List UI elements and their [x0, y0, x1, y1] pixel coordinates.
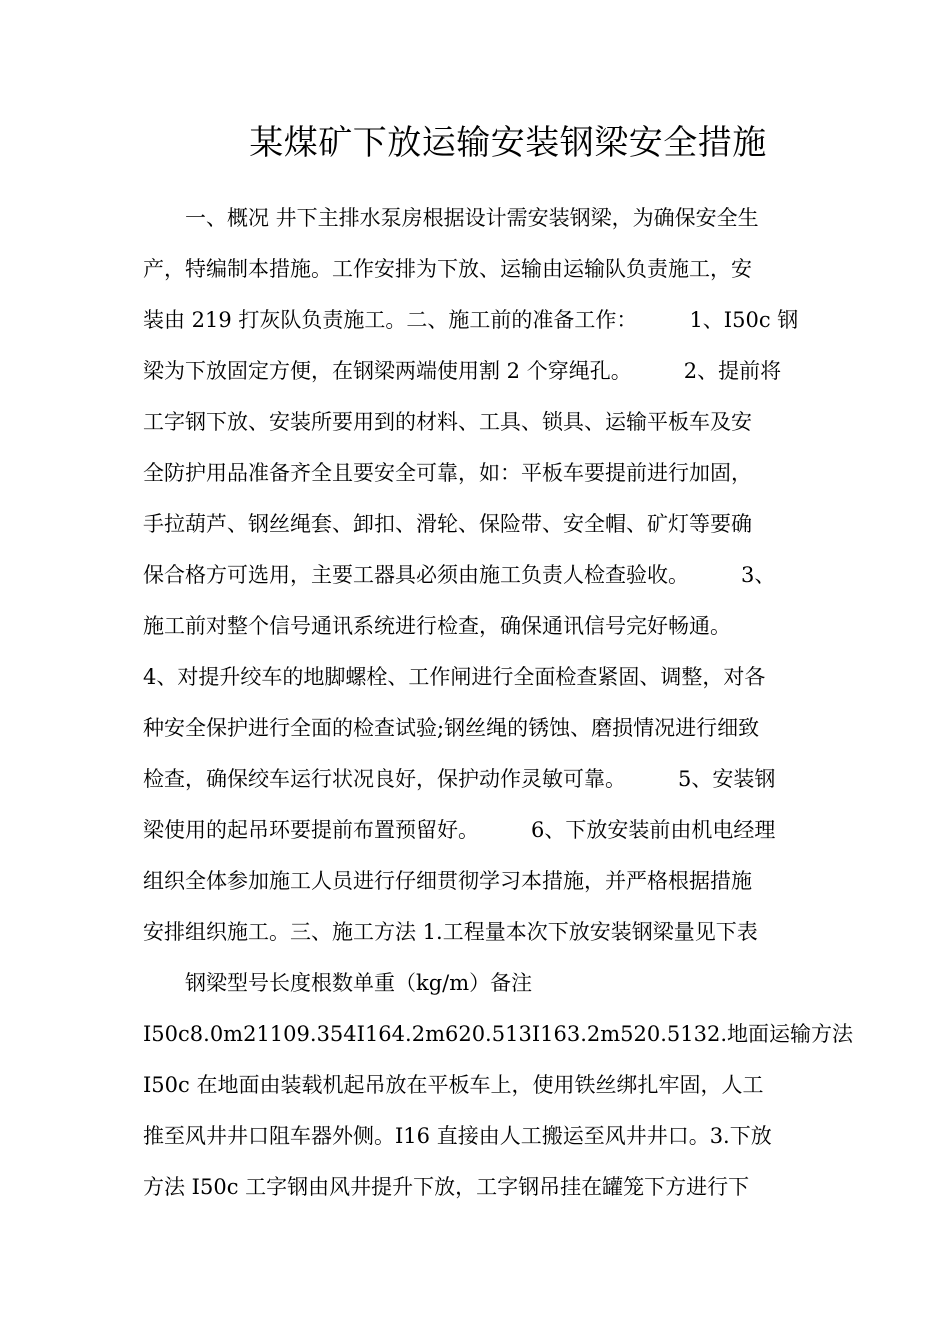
line-text: I50c8.0m21109.354I164.2m620.513I163.2m520.5132.地面运输方法 — [143, 1022, 854, 1046]
paragraph-line — [143, 601, 808, 652]
line-text: 手拉葫芦、钢丝绳套、卸扣、滑轮、保险带、安全帽、矿灯等要确 — [143, 512, 752, 536]
line-text: 工字钢下放、安装所要用到的材料、工具、锁具、运输平板车及安 — [143, 410, 752, 434]
paragraph-line — [143, 652, 808, 703]
line-text: 全防护用品准备齐全且要安全可靠，如：平板车要提前进行加固， — [143, 461, 752, 485]
line-text: 种安全保护进行全面的检查试验;钢丝绳的锈蚀、磨损情况进行细致 — [143, 716, 760, 740]
paragraph-line — [143, 244, 808, 295]
line-text: I50c 在地面由装载机起吊放在平板车上，使用铁丝绑扎牢固，人工 — [143, 1073, 764, 1097]
paragraph-line — [143, 1111, 808, 1162]
paragraph-line — [143, 1162, 808, 1213]
line-text: 保合格方可选用，主要工器具必须由施工负责人检查验收。 — [143, 563, 689, 587]
line-text: 方法 I50c 工字钢由风井提升下放，工字钢吊挂在罐笼下方进行下 — [143, 1175, 750, 1199]
line-text: 4、对提升绞车的地脚螺栓、工作闸进行全面检查紧固、调整，对各 — [143, 665, 766, 689]
line-text: 一、概况 井下主排水泵房根据设计需安装钢梁，为确保安全生 — [143, 206, 759, 230]
document-title: 某煤矿下放运输安装钢梁安全措施 — [249, 123, 767, 163]
line-text: 产，特编制本措施。工作安排为下放、运输由运输队负责施工，安 — [143, 257, 752, 281]
paragraph-line — [143, 907, 808, 958]
line-text: 检查，确保绞车运行状况良好，保护动作灵敏可靠。 — [143, 767, 626, 791]
line-text: 1、I50c 钢 — [689, 308, 799, 332]
line-text: 梁使用的起吊环要提前布置预留好。 — [143, 818, 479, 842]
line-text: 6、下放安装前由机电经理 — [531, 818, 776, 842]
line-text: 5、安装钢 — [678, 767, 776, 791]
line-text: 推至风井井口阻车器外侧。I16 直接由人工搬运至风井井口。3.下放 — [143, 1124, 772, 1148]
paragraph-line — [143, 703, 808, 754]
line-text: 钢梁型号长度根数单重（kg/m）备注 — [143, 971, 533, 995]
line-text: 装由 219 打灰队负责施工。二、施工前的准备工作： — [143, 308, 638, 332]
line-text: 梁为下放固定方便，在钢梁两端使用割 2 个穿绳孔。 — [143, 359, 632, 383]
paragraph-line — [143, 499, 808, 550]
line-text: 3、 — [741, 563, 776, 587]
table-data-line — [143, 1009, 854, 1060]
paragraph-line — [143, 346, 808, 397]
paragraph-line — [143, 1060, 808, 1111]
paragraph-line — [143, 550, 808, 601]
paragraph-line — [143, 193, 808, 244]
line-text: 安排组织施工。三、施工方法 1.工程量本次下放安装钢梁量见下表 — [143, 920, 758, 944]
paragraph-line — [143, 805, 808, 856]
line-text: 施工前对整个信号通讯系统进行检查，确保通讯信号完好畅通。 — [143, 614, 731, 638]
paragraph-line — [143, 856, 808, 907]
line-text: 组织全体参加施工人员进行仔细贯彻学习本措施，并严格根据措施 — [143, 869, 752, 893]
paragraph-line — [143, 448, 808, 499]
line-text: 2、提前将 — [683, 359, 782, 383]
paragraph-line — [143, 754, 808, 805]
paragraph-line — [143, 397, 808, 448]
table-header-line — [143, 958, 808, 1009]
document-body — [143, 193, 854, 1213]
paragraph-line — [143, 295, 808, 346]
